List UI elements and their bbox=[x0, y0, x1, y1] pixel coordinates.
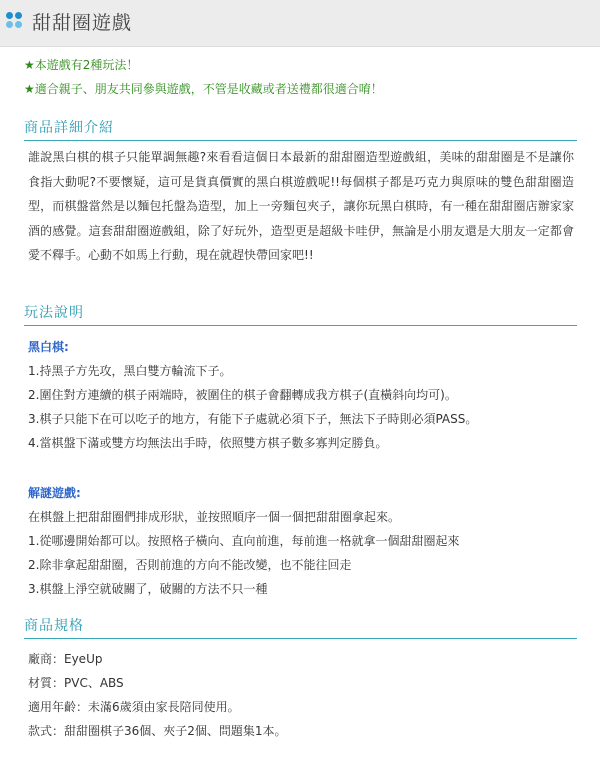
section-heading-label: 商品詳細介紹 bbox=[24, 120, 114, 136]
puzzle-intro: 在棋盤上把甜甜圈們排成形狀，並按照順序一個一個把甜甜圈拿起來。 bbox=[28, 510, 401, 524]
dots-grid-icon bbox=[6, 12, 30, 32]
title-bar bbox=[0, 0, 600, 47]
promo-line bbox=[24, 56, 138, 73]
promo-text: 本遊戲有2種玩法！ bbox=[34, 58, 139, 72]
section-heading-details bbox=[24, 118, 577, 141]
section-heading-label: 商品規格 bbox=[24, 618, 84, 634]
promo-line bbox=[24, 80, 383, 97]
section-heading-howto bbox=[24, 303, 577, 326]
list-item: 2.圍住對方連續的棋子兩端時，被圍住的棋子會翻轉成我方棋子(直橫斜向均可)。 bbox=[28, 388, 457, 402]
puzzle-subheading: 解謎遊戲: bbox=[28, 486, 81, 500]
list-item: 3.棋盤上淨空就破關了，破關的方法不只一種 bbox=[28, 582, 268, 596]
star-icon: ★ bbox=[24, 58, 35, 72]
page-title: 甜甜圈遊戲 bbox=[32, 12, 133, 34]
spec-item: 廠商：EyeUp bbox=[28, 652, 103, 666]
product-description: 誰說黑白棋的棋子只能單調無趣?來看看這個日本最新的甜甜圈造型遊戲組，美味的甜甜圈是不是讓你食指大動呢?不要懷疑，這可是貨真價實的黑白棋遊戲呢!!每個棋子都是巧克力與原味的雙色甜甜圈造型，而棋盤當然是以麵包托盤為造型，加上一旁麵包夾子，讓你玩黑白棋時，有一種在甜甜圈店辦家家酒的感覺。這套甜甜圈遊戲組，除了好玩外，造型更是超級卡哇伊，無論是小朋友還是大朋友一定都會愛不釋手。心動不如馬上行動，現在就趕快帶回家吧!! bbox=[28, 150, 574, 262]
list-item: 4.當棋盤下滿或雙方均無法出手時，依照雙方棋子數多寡判定勝負。 bbox=[28, 436, 388, 450]
spec-item: 材質：PVC、ABS bbox=[28, 676, 124, 690]
list-item: 1.持黑子方先攻，黑白雙方輪流下子。 bbox=[28, 364, 232, 378]
list-item: 3.棋子只能下在可以吃子的地方，有能下子處就必須下子，無法下子時則必須PASS。 bbox=[28, 412, 478, 426]
list-item: 2.除非拿起甜甜圈，否則前進的方向不能改變，也不能往回走 bbox=[28, 558, 352, 572]
spec-item: 適用年齡：未滿6歲須由家長陪同使用。 bbox=[28, 700, 240, 714]
star-icon: ★ bbox=[24, 82, 35, 96]
spec-item: 款式：甜甜圈棋子36個、夾子2個、問題集1本。 bbox=[28, 724, 287, 738]
list-item: 1.從哪邊開始都可以。按照格子橫向、直向前進，每前進一格就拿一個甜甜圈起來 bbox=[28, 534, 460, 548]
section-heading-specs bbox=[24, 616, 577, 639]
othello-subheading: 黑白棋: bbox=[28, 340, 69, 354]
promo-text: 適合親子、朋友共同參與遊戲，不管是收藏或者送禮都很適合唷！ bbox=[34, 82, 383, 96]
section-heading-label: 玩法說明 bbox=[24, 305, 84, 321]
